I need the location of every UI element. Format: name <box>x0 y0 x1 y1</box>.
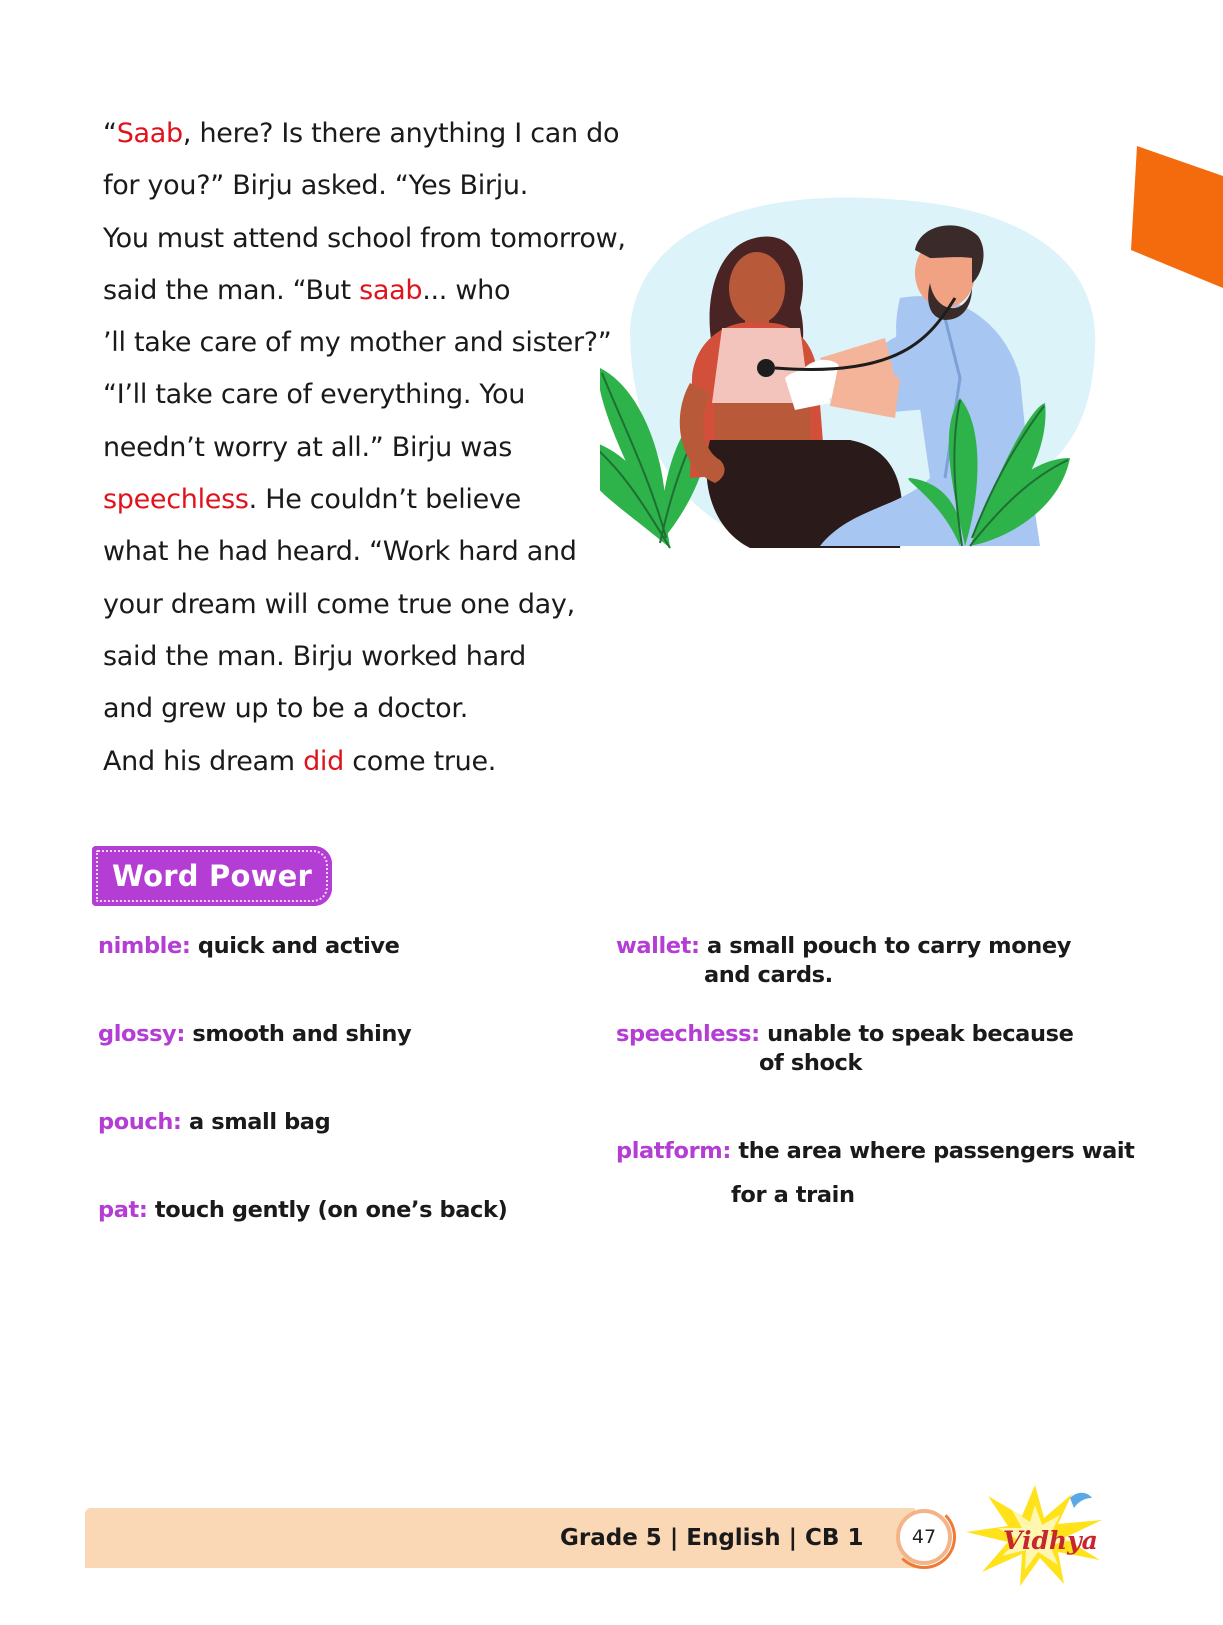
story-text-segment: ’ll take care of my mother and sister?” <box>103 327 612 359</box>
vocab-entry-glossy <box>98 1021 411 1047</box>
story-text-segment: . He couldn’t believe <box>248 484 521 516</box>
vocab-definition: the area where passengers wait <box>730 1138 1135 1164</box>
story-text-segment: said the man. Birju worked hard <box>103 640 527 672</box>
story-text-segment: your dream will come true one day, <box>103 588 575 620</box>
page-number: 47 <box>911 1526 937 1548</box>
vocab-word: pat: <box>98 1197 148 1223</box>
word-power-badge <box>92 846 332 906</box>
story-line <box>103 265 663 317</box>
highlighted-word: did <box>303 745 344 777</box>
vocab-continuation: of shock <box>759 1050 863 1076</box>
footer-grade-subject: Grade 5 | English | CB 1 <box>560 1525 864 1551</box>
vidhya-logo-text: Vidhya <box>1003 1526 1098 1555</box>
story-line <box>103 683 663 735</box>
vocab-entry-speechless <box>616 1021 1073 1047</box>
word-power-title: Word Power <box>112 859 312 893</box>
story-text-segment: needn’t worry at all.” Birju was <box>103 431 513 463</box>
corner-tab-decoration <box>1131 146 1223 294</box>
vocab-word: glossy: <box>98 1021 185 1047</box>
story-line <box>103 474 663 526</box>
story-text-segment: said the man. “But <box>103 274 360 306</box>
story-line <box>103 108 663 160</box>
story-text-segment: and grew up to be a doctor. <box>103 693 468 725</box>
story-text-segment: ... who <box>422 274 511 306</box>
vocab-word: platform: <box>616 1138 731 1164</box>
vocab-word: wallet: <box>616 933 700 959</box>
vocab-definition: a small bag <box>181 1109 331 1135</box>
highlighted-word: saab <box>359 274 423 306</box>
vocab-entry-platform <box>616 1138 1135 1164</box>
vocab-definition: unable to speak because <box>759 1021 1074 1047</box>
story-line <box>103 526 663 578</box>
story-line <box>103 736 663 788</box>
highlighted-word: speechless <box>103 484 249 516</box>
story-line <box>103 422 663 474</box>
story-text-segment: , here? Is there anything I can do <box>182 118 620 149</box>
vocab-definition: smooth and shiny <box>184 1021 412 1047</box>
story-text-segment: “ <box>103 118 117 149</box>
story-line <box>103 160 663 212</box>
vocab-entry-pouch <box>98 1109 330 1135</box>
vocab-word: nimble: <box>98 933 191 959</box>
vocab-word: speechless: <box>616 1021 760 1047</box>
story-text-segment: what he had heard. “Work hard and <box>103 536 577 568</box>
highlighted-word: Saab <box>116 118 183 149</box>
story-text-segment: And his dream <box>103 745 304 777</box>
vocab-entry-nimble <box>98 933 400 959</box>
story-text-segment: come true. <box>343 745 497 777</box>
page-number-badge <box>896 1509 952 1565</box>
story-line <box>103 579 663 631</box>
vocab-entry-wallet <box>616 933 1071 959</box>
story-text-segment: You must attend school from tomorrow, <box>103 222 626 254</box>
story-line <box>103 631 663 683</box>
story-text-segment: “I’ll take care of everything. You <box>103 379 526 411</box>
vocab-continuation: and cards. <box>704 962 833 988</box>
vocab-definition: a small pouch to carry money <box>699 933 1072 959</box>
vocab-continuation: for a train <box>731 1182 855 1208</box>
vocab-entry-pat <box>98 1197 507 1223</box>
story-text-segment: for you?” Birju asked. “Yes Birju. <box>103 170 529 202</box>
vocab-definition: touch gently (on one’s back) <box>147 1197 508 1223</box>
vocab-word: pouch: <box>98 1109 182 1135</box>
story-text <box>103 108 663 788</box>
story-line <box>103 213 663 265</box>
doctor-patient-illustration <box>600 178 1140 573</box>
vocab-definition: quick and active <box>190 933 400 959</box>
story-line <box>103 369 663 421</box>
story-line <box>103 317 663 369</box>
